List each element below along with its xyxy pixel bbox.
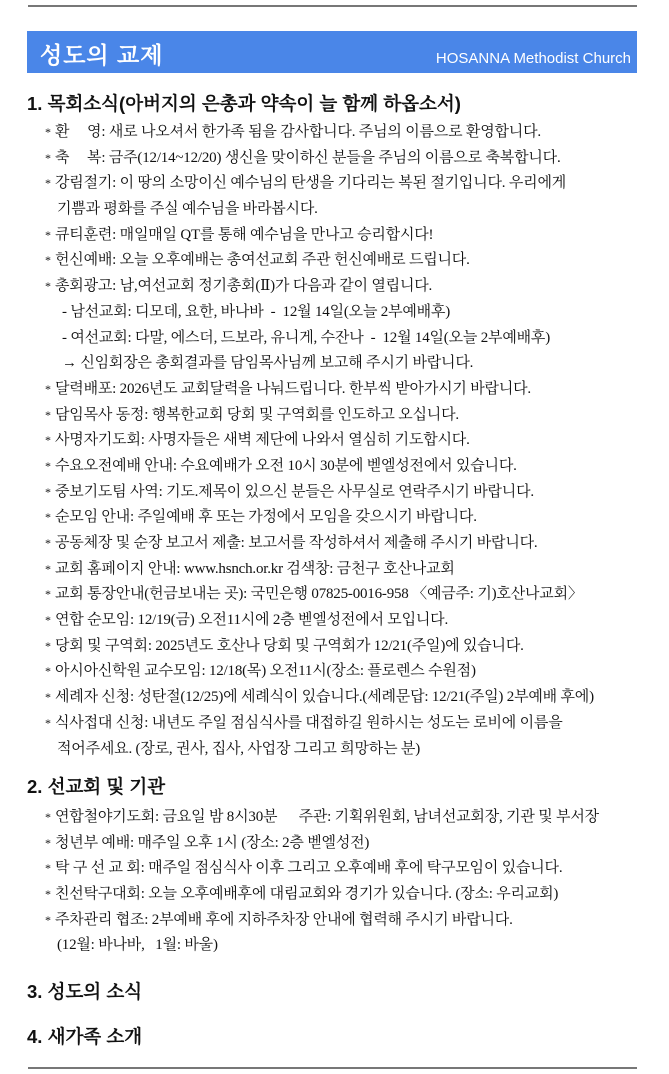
bullet-icon: * <box>45 510 51 525</box>
list-item-text: 연합 순모임: 12/19(금) 오전11시에 2층 벧엘성전에서 모입니다. <box>55 612 449 629</box>
list-item-text: 탁 구 선 교 회: 매주일 점심식사 이후 그리고 오후예배 후에 탁구모임이 있습니다. <box>55 860 563 877</box>
bullet-icon: * <box>45 433 51 448</box>
bullet-icon: * <box>45 638 51 653</box>
list-item-text: 담임목사 동정: 행복한교회 당회 및 구역회를 인도하고 오십니다. <box>55 406 459 423</box>
bullet-icon: * <box>45 561 51 576</box>
list-item <box>45 326 594 352</box>
list-item <box>45 685 594 711</box>
bullet-icon: * <box>45 176 51 191</box>
bullet-icon: * <box>45 810 51 824</box>
list-item <box>45 737 594 763</box>
list-item-text: 세례자 신청: 성탄절(12/25)에 세례식이 있습니다.(세례문답: 12/21(주일) 2부예배 후에) <box>55 689 594 706</box>
list-item <box>45 505 594 531</box>
list-item-text: 교회 통장안내(헌금보내는 곳): 국민은행 07825-0016-958 〈예금주: 기)호산나교회〉 <box>55 586 583 603</box>
list-item-text: 헌신예배: 오늘 오후예배는 총여선교회 주관 헌신예배로 드립니다. <box>55 252 470 269</box>
list-item <box>45 831 599 857</box>
bullet-icon: * <box>45 279 51 294</box>
list-item <box>45 120 594 146</box>
list-item-text: 환 영: 새로 나오셔서 한가족 됨을 감사합니다. 주님의 이름으로 환영합니다. <box>55 124 541 140</box>
list-item-text: (12월: 바나바, 1월: 바울) <box>57 937 218 954</box>
bullet-icon: * <box>45 150 51 165</box>
section-banner <box>27 31 637 73</box>
list-item-text: 아시아신학원 교수모임: 12/18(목) 오전11시(장소: 플로렌스 수원점) <box>55 663 476 680</box>
list-item-text: 식사접대 신청: 내년도 주일 점심식사를 대접하길 원하시는 성도는 로비에 이름을 <box>55 714 563 731</box>
bullet-icon: * <box>45 227 51 242</box>
list-item-text: → 신임회장은 총회결과를 담임목사님께 보고해 주시기 바랍니다. <box>62 355 474 372</box>
list-item <box>45 403 594 429</box>
list-item <box>45 582 594 608</box>
list-item-text: 친선탁구대회: 오늘 오후예배후에 대림교회와 경기가 있습니다. (장소: 우리교회) <box>55 886 559 903</box>
list-item-text: 당회 및 구역회: 2025년도 호산나 당회 및 구역회가 12/21(주일)에 있습니다. <box>55 637 524 654</box>
list-item <box>45 428 594 454</box>
banner-subtitle: HOSANNA Methodist Church <box>435 50 631 67</box>
bullet-icon: * <box>45 664 51 679</box>
bullet-icon: * <box>45 690 51 705</box>
list-item-text: 사명자기도회: 사명자들은 새벽 제단에 나와서 열심히 기도합시다. <box>55 432 470 449</box>
list-item <box>45 351 594 377</box>
bullet-icon: * <box>45 715 51 730</box>
list-item-text: 연합철야기도회: 금요일 밤 8시30분 주관: 기획위원회, 남녀선교회장, 기관 및 부서장 <box>55 809 599 825</box>
list-item-text: 수요오전예배 안내: 수요예배가 오전 10시 30분에 벧엘성전에서 있습니다. <box>55 457 517 474</box>
list-item <box>45 300 594 326</box>
list-item-text: - 여선교회: 다말, 에스더, 드보라, 유니게, 수잔나 - 12월 14일(오늘 2부예배후) <box>62 329 550 346</box>
list-item <box>45 146 594 172</box>
section-2-heading: 2. 선교회 및 기관 <box>27 776 166 797</box>
bullet-icon: * <box>45 484 51 499</box>
list-item <box>45 531 594 557</box>
bullet-icon: * <box>45 407 51 422</box>
list-item-text: 주차관리 협조: 2부예배 후에 지하주차장 안내에 협력해 주시기 바랍니다. <box>55 911 513 928</box>
list-item-text: 교회 홈페이지 안내: www.hsnch.or.kr 검색창: 금천구 호산나교회 <box>55 560 455 577</box>
bullet-icon: * <box>45 536 51 550</box>
list-item <box>45 634 594 660</box>
bullet-icon: * <box>45 887 51 902</box>
section-2-list <box>45 805 599 959</box>
bullet-icon: * <box>45 613 51 628</box>
list-item <box>45 171 594 197</box>
list-item <box>45 480 594 506</box>
list-item <box>45 856 599 882</box>
list-item-text: - 남선교회: 디모데, 요한, 바나바 - 12월 14일(오늘 2부예배후) <box>62 303 451 320</box>
list-item-text: 순모임 안내: 주일예배 후 또는 가정에서 모임을 갖으시기 바랍니다. <box>55 509 477 526</box>
list-item <box>45 223 594 249</box>
section-4-heading: 4. 새가족 소개 <box>27 1026 143 1047</box>
banner-title: 성도의 교제 <box>40 42 164 68</box>
list-item <box>45 711 594 737</box>
list-item <box>45 805 599 831</box>
list-item-text: 축 복: 금주(12/14~12/20) 생신을 맞이하신 분들을 주님의 이름으로 축복합니다. <box>55 149 561 166</box>
bullet-icon: * <box>45 587 51 602</box>
list-item-text: 달력배포: 2026년도 교회달력을 나눠드립니다. 한부씩 받아가시기 바랍니다. <box>55 380 531 397</box>
list-item <box>45 659 594 685</box>
bullet-icon: * <box>45 861 51 876</box>
list-item <box>45 454 594 480</box>
top-divider <box>28 5 637 7</box>
bullet-icon: * <box>45 253 51 268</box>
bullet-icon: * <box>45 835 51 850</box>
section-1-list <box>45 120 594 762</box>
section-1-heading: 1. 목회소식(아버지의 은총과 약속이 늘 함께 하옵소서) <box>27 93 461 114</box>
list-item <box>45 274 594 300</box>
bullet-icon: * <box>45 458 51 473</box>
list-item <box>45 882 599 908</box>
list-item <box>45 248 594 274</box>
list-item-text: 총회광고: 남,여선교회 정기총회(Ⅱ)가 다음과 같이 열립니다. <box>55 278 433 295</box>
list-item-text: 적어주세요. (장로, 권사, 집사, 사업장 그리고 희망하는 분) <box>57 740 421 757</box>
section-3-heading: 3. 성도의 소식 <box>27 981 143 1002</box>
bullet-icon: * <box>45 912 51 927</box>
list-item-text: 공동체장 및 순장 보고서 제출: 보고서를 작성하셔서 제출해 주시기 바랍니다. <box>55 535 538 551</box>
bullet-icon: * <box>45 381 51 396</box>
bullet-icon: * <box>45 125 51 139</box>
list-item-text: 기쁨과 평화를 주실 예수님을 바라봅시다. <box>57 201 318 218</box>
list-item <box>45 933 599 959</box>
list-item <box>45 608 594 634</box>
list-item <box>45 908 599 934</box>
list-item <box>45 557 594 583</box>
list-item-text: 중보기도팀 사역: 기도.제목이 있으신 분들은 사무실로 연락주시기 바랍니다. <box>55 483 534 500</box>
list-item <box>45 377 594 403</box>
list-item-text: 청년부 예배: 매주일 오후 1시 (장소: 2층 벧엘성전) <box>55 834 370 851</box>
list-item-text: 큐티훈련: 매일매일 QT를 통해 예수님을 만나고 승리합시다! <box>55 226 434 243</box>
bottom-divider <box>28 1067 637 1069</box>
list-item-text: 강림절기: 이 땅의 소망이신 예수님의 탄생을 기다리는 복된 절기입니다. 우리에게 <box>55 175 567 192</box>
list-item <box>45 197 594 223</box>
